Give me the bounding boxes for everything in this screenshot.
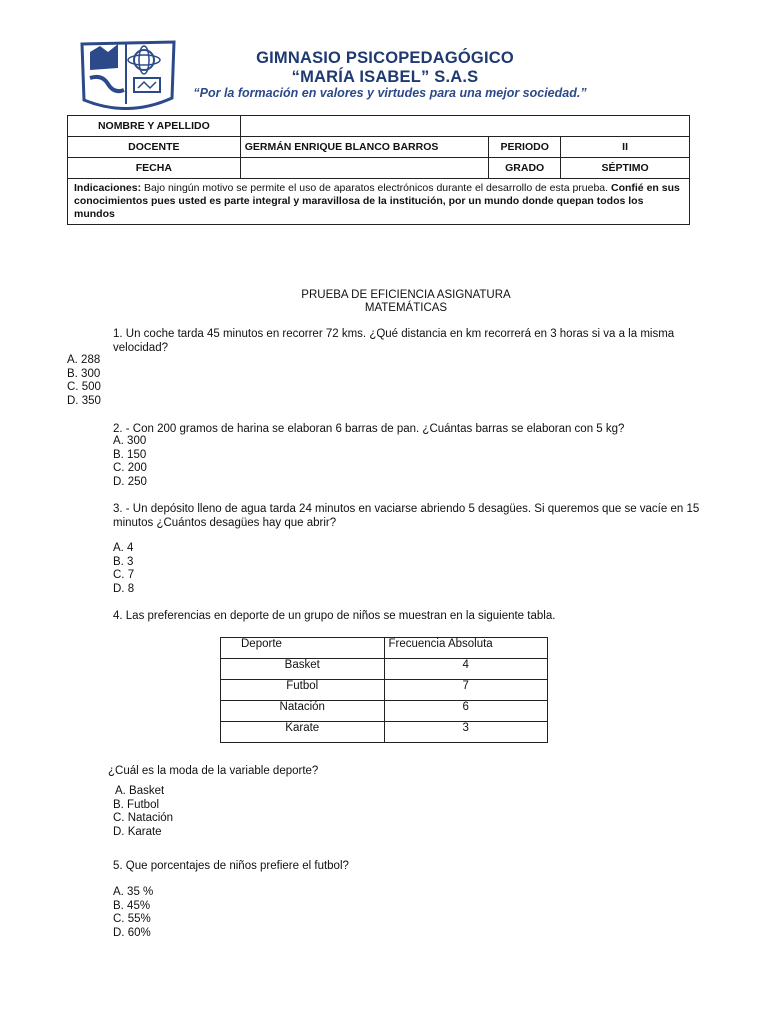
option-a[interactable]: A. Basket xyxy=(115,785,165,797)
instructions-text: Bajo ningún motivo se permite el uso de aparatos electrónicos durante el desarrollo de esta prueba. xyxy=(141,182,611,194)
option-b[interactable]: B. 150 xyxy=(113,448,147,461)
table-cell: Natación xyxy=(221,701,385,722)
teacher-label: DOCENTE xyxy=(68,137,241,158)
option-c[interactable]: C. 55% xyxy=(113,913,151,926)
option-a[interactable]: A. 288 xyxy=(67,354,101,366)
teacher-value: GERMÁN ENRIQUE BLANCO BARROS xyxy=(240,137,489,158)
table-row xyxy=(221,701,548,722)
question-2-options xyxy=(113,435,147,489)
table-row xyxy=(68,179,690,225)
instructions-cell xyxy=(68,179,690,225)
option-d[interactable]: D. 250 xyxy=(113,475,147,488)
question-4-options xyxy=(113,785,173,839)
date-label: FECHA xyxy=(68,158,241,179)
table-row xyxy=(221,638,548,659)
question-4: 4. Las preferencias en deporte de un grupo de niños se muestran en la siguiente tabla. xyxy=(113,610,556,622)
option-a[interactable]: A. 4 xyxy=(113,542,134,554)
option-b[interactable]: B. 3 xyxy=(113,555,134,568)
table-cell: 4 xyxy=(384,659,548,680)
option-d[interactable]: D. Karate xyxy=(113,825,162,838)
instructions-emphasis: Confié en sus conocimientos pues usted es parte integral y maravillosa de la institución, por un mundo donde quepan todos los mundos xyxy=(74,182,680,220)
grade-value: SÉPTIMO xyxy=(561,158,690,179)
school-subtitle: “MARÍA ISABEL” S.A.S xyxy=(291,68,479,86)
option-b[interactable]: B. Futbol xyxy=(113,798,160,811)
column-header: Deporte xyxy=(221,638,385,659)
option-b[interactable]: B. 300 xyxy=(67,367,101,380)
table-row xyxy=(68,137,690,158)
table-cell: 3 xyxy=(384,722,548,743)
instructions-label: Indicaciones: xyxy=(74,182,142,194)
option-b[interactable]: B. 45% xyxy=(113,899,151,912)
school-name: GIMNASIO PSICOPEDAGÓGICO xyxy=(256,49,514,67)
school-motto: “Por la formación en valores y virtudes para una mejor sociedad.” xyxy=(193,86,587,100)
exam-subject: MATEMÁTICAS xyxy=(364,302,448,314)
question-2: 2. - Con 200 gramos de harina se elaboran 6 barras de pan. ¿Cuántas barras se elaboran con 5 kg? xyxy=(113,423,625,435)
option-a[interactable]: A. 35 % xyxy=(113,886,154,898)
table-row xyxy=(221,722,548,743)
option-d[interactable]: D. 350 xyxy=(67,394,101,407)
table-cell: 6 xyxy=(384,701,548,722)
period-value: II xyxy=(561,137,690,158)
option-a[interactable]: A. 300 xyxy=(113,435,147,447)
question-3: 3. - Un depósito lleno de agua tarda 24 minutos en vaciarse abriendo 5 desagües. Si queremos que se vacíe en 15 minutos ¿Cuántos desagües hay que abrir? xyxy=(113,503,700,529)
table-row xyxy=(68,116,690,137)
sports-frequency-table xyxy=(220,637,548,743)
period-label: PERIODO xyxy=(489,137,561,158)
question-5-options xyxy=(113,886,153,940)
name-label: NOMBRE Y APELLIDO xyxy=(68,116,241,137)
question-3-options xyxy=(113,542,134,596)
table-cell: 7 xyxy=(384,680,548,701)
name-value[interactable] xyxy=(240,116,689,137)
table-row xyxy=(68,158,690,179)
student-info-table xyxy=(67,115,690,225)
option-c[interactable]: C. 7 xyxy=(113,569,135,582)
grade-label: GRADO xyxy=(489,158,561,179)
question-1-options xyxy=(67,354,101,408)
option-d[interactable]: D. 8 xyxy=(113,582,135,595)
table-row xyxy=(221,659,548,680)
table-cell: Karate xyxy=(221,722,385,743)
option-d[interactable]: D. 60% xyxy=(113,926,151,939)
question-1: 1. Un coche tarda 45 minutos en recorrer 72 kms. ¿Qué distancia en km recorrerá en 3 horas si va a la misma velocidad? xyxy=(113,328,675,354)
question-4-followup: ¿Cuál es la moda de la variable deporte? xyxy=(108,765,319,777)
table-cell: Futbol xyxy=(221,680,385,701)
option-c[interactable]: C. Natación xyxy=(113,812,174,825)
question-5: 5. Que porcentajes de niños prefiere el futbol? xyxy=(113,860,349,872)
table-row xyxy=(221,680,548,701)
table-cell: Basket xyxy=(221,659,385,680)
exam-title: PRUEBA DE EFICIENCIA ASIGNATURA xyxy=(301,289,511,301)
option-c[interactable]: C. 500 xyxy=(67,381,101,394)
column-header: Frecuencia Absoluta xyxy=(384,638,548,659)
option-c[interactable]: C. 200 xyxy=(113,462,147,475)
date-value[interactable] xyxy=(240,158,489,179)
